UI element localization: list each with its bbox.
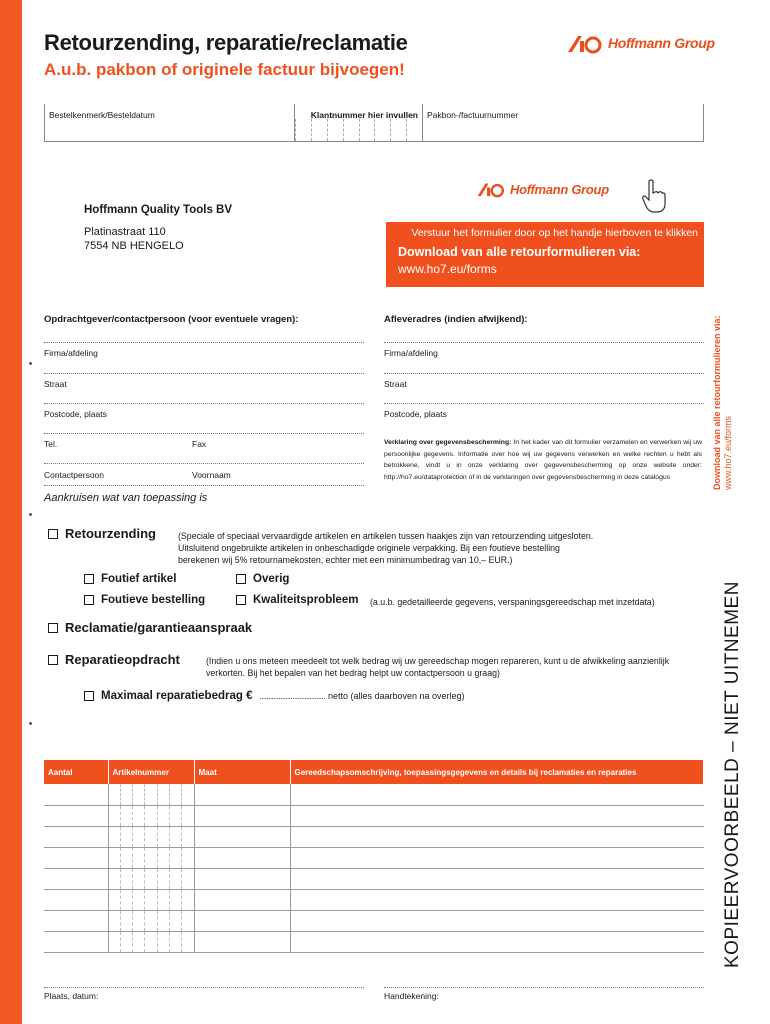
table-row <box>44 889 704 910</box>
client-line-5 <box>44 463 364 464</box>
description-cell[interactable] <box>290 910 704 931</box>
table-header-row <box>44 760 704 784</box>
table-row <box>44 910 704 931</box>
promo-logo <box>476 180 609 198</box>
option-repair[interactable] <box>48 652 180 667</box>
article-no-cell[interactable] <box>108 889 194 910</box>
quantity-cell[interactable] <box>44 910 108 931</box>
size-cell[interactable] <box>194 847 290 868</box>
size-cell[interactable] <box>194 784 290 805</box>
order-ref-cell[interactable] <box>45 104 295 141</box>
col-header-article-no: Artikelnummer <box>108 760 194 784</box>
quality-note: (a.u.b. gedetailleerde gegevens, verspaningsgereedschap met inzetdata) <box>370 597 655 607</box>
delivery-line-1 <box>384 342 704 343</box>
claim-label: Reclamatie/garantieaanspraak <box>65 620 253 635</box>
page-subtitle: A.u.b. pakbon of originele factuur bijvoegen! <box>44 60 405 79</box>
hoffmann-logo-icon <box>566 32 604 54</box>
signature-line <box>384 987 704 988</box>
table-row <box>44 847 704 868</box>
fold-mark <box>29 513 32 516</box>
vertical-download-url: www.ho7.eu/forms <box>723 415 733 490</box>
delivery-street-field[interactable]: Straat <box>384 379 407 389</box>
option-max-repair-amount[interactable] <box>84 690 465 702</box>
max-amount-input[interactable]: ...................................... <box>259 691 325 701</box>
fold-mark <box>29 722 32 725</box>
quantity-cell[interactable] <box>44 826 108 847</box>
privacy-heading: Verklaring over gegevensbescherming: <box>384 439 512 446</box>
delivery-company-field[interactable]: Firma/afdeling <box>384 348 438 358</box>
copy-template-notice: KOPIEERVOORBEELD – NIET UITNEMEN <box>722 581 743 968</box>
faulty-item-label: Foutief artikel <box>101 573 177 585</box>
max-amount-note: netto (alles daarboven na overleg) <box>327 691 465 701</box>
delivery-line-2 <box>384 373 704 374</box>
quality-problem-checkbox[interactable] <box>236 595 246 605</box>
promo-instruction: Verstuur het formulier door op het handje hierboven te klikken <box>411 227 698 239</box>
client-line-3 <box>44 403 364 404</box>
article-no-cell[interactable] <box>108 868 194 889</box>
quantity-cell[interactable] <box>44 931 108 952</box>
size-cell[interactable] <box>194 910 290 931</box>
article-no-cell[interactable] <box>108 910 194 931</box>
max-amount-label: Maximaal reparatiebedrag € <box>101 690 253 702</box>
delivery-postcode-field[interactable]: Postcode, plaats <box>384 409 447 419</box>
table-row <box>44 826 704 847</box>
delivery-heading: Afleveradres (indien afwijkend): <box>384 314 528 325</box>
description-cell[interactable] <box>290 847 704 868</box>
client-contact-field[interactable]: Contactpersoon <box>44 470 105 480</box>
client-firstname-field[interactable]: Voornaam <box>192 470 231 480</box>
wrong-order-label: Foutieve bestelling <box>101 594 206 606</box>
customer-no-cell[interactable] <box>295 104 423 141</box>
quantity-cell[interactable] <box>44 784 108 805</box>
items-table-body <box>44 784 704 952</box>
table-row <box>44 805 704 826</box>
option-other[interactable] <box>236 573 289 585</box>
article-no-cell[interactable] <box>108 784 194 805</box>
return-note <box>178 530 593 566</box>
company-logo <box>566 30 715 56</box>
client-street-field[interactable]: Straat <box>44 379 67 389</box>
client-heading: Opdrachtgever/contactpersoon (voor eventuele vragen): <box>44 314 299 325</box>
col-header-size: Maat <box>194 760 290 784</box>
options-intro: Aankruisen wat van toepassing is <box>44 492 208 504</box>
description-cell[interactable] <box>290 805 704 826</box>
return-note-line: (Speciale of speciaal vervaardigde artikelen en artikelen tussen haakjes zijn van retourzending uitgesloten. <box>178 531 594 541</box>
max-amount-checkbox[interactable] <box>84 691 94 701</box>
hoffmann-logo-icon <box>476 180 506 198</box>
page-title: Retourzending, reparatie/reclamatie <box>44 30 408 55</box>
logo-text: Hoffmann Group <box>608 35 715 51</box>
quantity-cell[interactable] <box>44 889 108 910</box>
order-info-box <box>44 104 704 142</box>
claim-checkbox[interactable] <box>48 623 58 633</box>
option-return[interactable] <box>48 526 156 541</box>
quantity-cell[interactable] <box>44 868 108 889</box>
vertical-download-label: Download van alle retourformulieren via: <box>712 315 722 490</box>
description-cell[interactable] <box>290 784 704 805</box>
place-date-field[interactable]: Plaats, datum: <box>44 991 99 1001</box>
option-claim[interactable] <box>48 620 252 635</box>
client-company-field[interactable]: Firma/afdeling <box>44 348 98 358</box>
table-row <box>44 868 704 889</box>
size-cell[interactable] <box>194 868 290 889</box>
client-line-2 <box>44 373 364 374</box>
article-no-cell[interactable] <box>108 805 194 826</box>
client-fax-field[interactable]: Fax <box>192 439 207 449</box>
privacy-statement <box>384 437 702 483</box>
client-postcode-field[interactable]: Postcode, plaats <box>44 409 107 419</box>
description-cell[interactable] <box>290 826 704 847</box>
table-row <box>44 784 704 805</box>
other-label: Overig <box>253 573 290 585</box>
description-cell[interactable] <box>290 868 704 889</box>
size-cell[interactable] <box>194 931 290 952</box>
article-no-cell[interactable] <box>108 931 194 952</box>
description-cell[interactable] <box>290 889 704 910</box>
col-header-description: Gereedschapsomschrijving, toepassingsgegevens en details bij reclamaties en reparaties <box>290 760 704 784</box>
option-faulty-item[interactable] <box>84 573 176 585</box>
repair-note-line: (Indien u ons meteen meedeelt tot welk bedrag wij uw gereedschap mogen repareren, kunt u de afwikkeling aanzienlijk <box>206 656 670 666</box>
place-date-line <box>44 987 364 988</box>
article-no-cell[interactable] <box>108 847 194 868</box>
pointing-hand-icon[interactable] <box>640 178 668 214</box>
invoice-no-label: Pakbon-/factuurnummer <box>427 110 519 120</box>
size-cell[interactable] <box>194 826 290 847</box>
return-label: Retourzending <box>65 526 156 541</box>
customer-no-label: Klantnummer hier invullen <box>310 110 418 120</box>
return-note-line: berekenen wij 5% retournamekosten, echter met een minimumbedrag van 10,– EUR.) <box>178 555 513 565</box>
repair-label: Reparatieopdracht <box>65 652 180 667</box>
quantity-cell[interactable] <box>44 847 108 868</box>
return-checkbox[interactable] <box>48 529 58 539</box>
left-accent-bar <box>0 0 22 1024</box>
privacy-text: In het kader van dit formulier verzamelen en verwerken wij uw persoonlijke gegevens. Informatie over hoe wij uw gegevens verwerken en welke rechten u hebt als betrokkene, vindt u in onze verklaring over gegevensbescherming op onze website onder: http://ho7.eu/dataprotection of in de verklaringen over gegevensbescherming in deze catalogus <box>384 439 702 481</box>
repair-note-line: verkorten. Bij het bepalen van het bedrag helpt uw contactpersoon u graag) <box>206 668 500 678</box>
option-quality-problem[interactable] <box>236 594 358 606</box>
signature-field[interactable]: Handtekening: <box>384 991 439 1001</box>
download-promo[interactable] <box>386 222 704 287</box>
recipient-city: 7554 NB HENGELO <box>84 240 184 252</box>
quantity-cell[interactable] <box>44 805 108 826</box>
recipient-name: Hoffmann Quality Tools BV <box>84 204 233 216</box>
items-table <box>44 760 704 953</box>
article-no-cell[interactable] <box>108 826 194 847</box>
fold-mark <box>29 362 32 365</box>
invoice-no-cell[interactable] <box>423 104 703 141</box>
repair-note <box>206 655 669 679</box>
customer-no-grid <box>295 119 422 141</box>
size-cell[interactable] <box>194 889 290 910</box>
option-wrong-order[interactable] <box>84 594 205 606</box>
repair-checkbox[interactable] <box>48 655 58 665</box>
quality-problem-label: Kwaliteitsprobleem <box>253 594 359 606</box>
other-checkbox[interactable] <box>236 574 246 584</box>
faulty-item-checkbox[interactable] <box>84 574 94 584</box>
promo-download-label: Download van alle retourformulieren via: <box>398 245 641 259</box>
description-cell[interactable] <box>290 931 704 952</box>
size-cell[interactable] <box>194 805 290 826</box>
promo-logo-text: Hoffmann Group <box>510 181 609 197</box>
client-line-1 <box>44 342 364 343</box>
order-ref-label: Bestelkenmerk/Besteldatum <box>49 110 155 120</box>
wrong-order-checkbox[interactable] <box>84 595 94 605</box>
recipient-street: Platinastraat 110 <box>84 226 166 238</box>
delivery-line-3 <box>384 403 704 404</box>
client-tel-field[interactable]: Tel. <box>44 439 58 449</box>
vertical-download-note <box>712 290 734 490</box>
client-line-4 <box>44 433 364 434</box>
table-row <box>44 931 704 952</box>
client-line-6 <box>44 485 364 486</box>
promo-url[interactable]: www.ho7.eu/forms <box>398 262 497 276</box>
return-note-line: Uitsluitend ongebruikte artikelen in onbeschadigde originele verpakking. Bij een foutieve bestelling <box>178 543 560 553</box>
col-header-quantity: Aantal <box>44 760 108 784</box>
